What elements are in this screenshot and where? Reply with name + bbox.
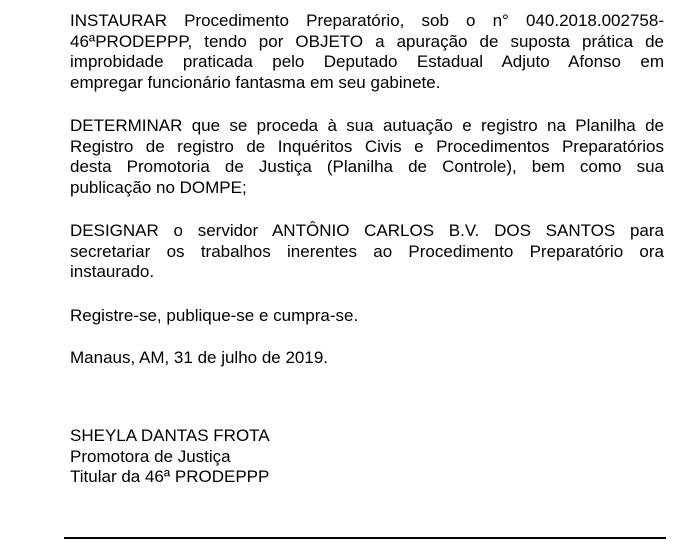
document-body: [70, 11, 664, 369]
closing-formula: Registre-se, publique-se e cumpra-se.: [70, 305, 359, 325]
paragraph-line: DESIGNAR o servidor ANTÔNIO CARLOS B.V. DOS SANTOS para: [70, 221, 664, 240]
paragraph-determinar: [70, 116, 664, 198]
paragraph-line: empregar funcionário fantasma em seu gabinete.: [70, 72, 441, 92]
paragraph-line: instaurado.: [70, 262, 155, 281]
signatory-name: SHEYLA DANTAS FROTA: [70, 426, 270, 445]
signatory-office: Titular da 46ª PRODEPPP: [70, 467, 270, 486]
paragraph-line: DETERMINAR que se proceda à sua autuação e registro na Planilha de: [70, 116, 664, 135]
place-date: Manaus, AM, 31 de julho de 2019.: [70, 348, 329, 367]
paragraph-line: Registro de registro de Inquéritos Civis e Procedimentos Preparatórios: [70, 136, 664, 156]
bottom-divider: [64, 537, 666, 539]
paragraph-line: INSTAURAR Procedimento Preparatório, sob o n° 040.2018.002758-: [70, 11, 664, 30]
signatory-role: Promotora de Justiça: [70, 446, 231, 466]
paragraph-instaurar: [70, 11, 664, 93]
paragraph-designar: [70, 221, 664, 283]
paragraph-line: desta Promotoria de Justiça (Planilha de Controle), bem como sua: [70, 157, 664, 176]
paragraph-line: secretariar os trabalhos inerentes ao Procedimento Preparatório ora: [70, 241, 664, 261]
signature-block: [70, 426, 470, 488]
paragraph-line: 46ªPRODEPPP, tendo por OBJETO a apuração de suposta prática de: [70, 31, 664, 51]
paragraph-line: improbidade praticada pelo Deputado Estadual Adjuto Afonso em: [70, 52, 664, 71]
paragraph-line: publicação no DOMPE;: [70, 177, 247, 197]
